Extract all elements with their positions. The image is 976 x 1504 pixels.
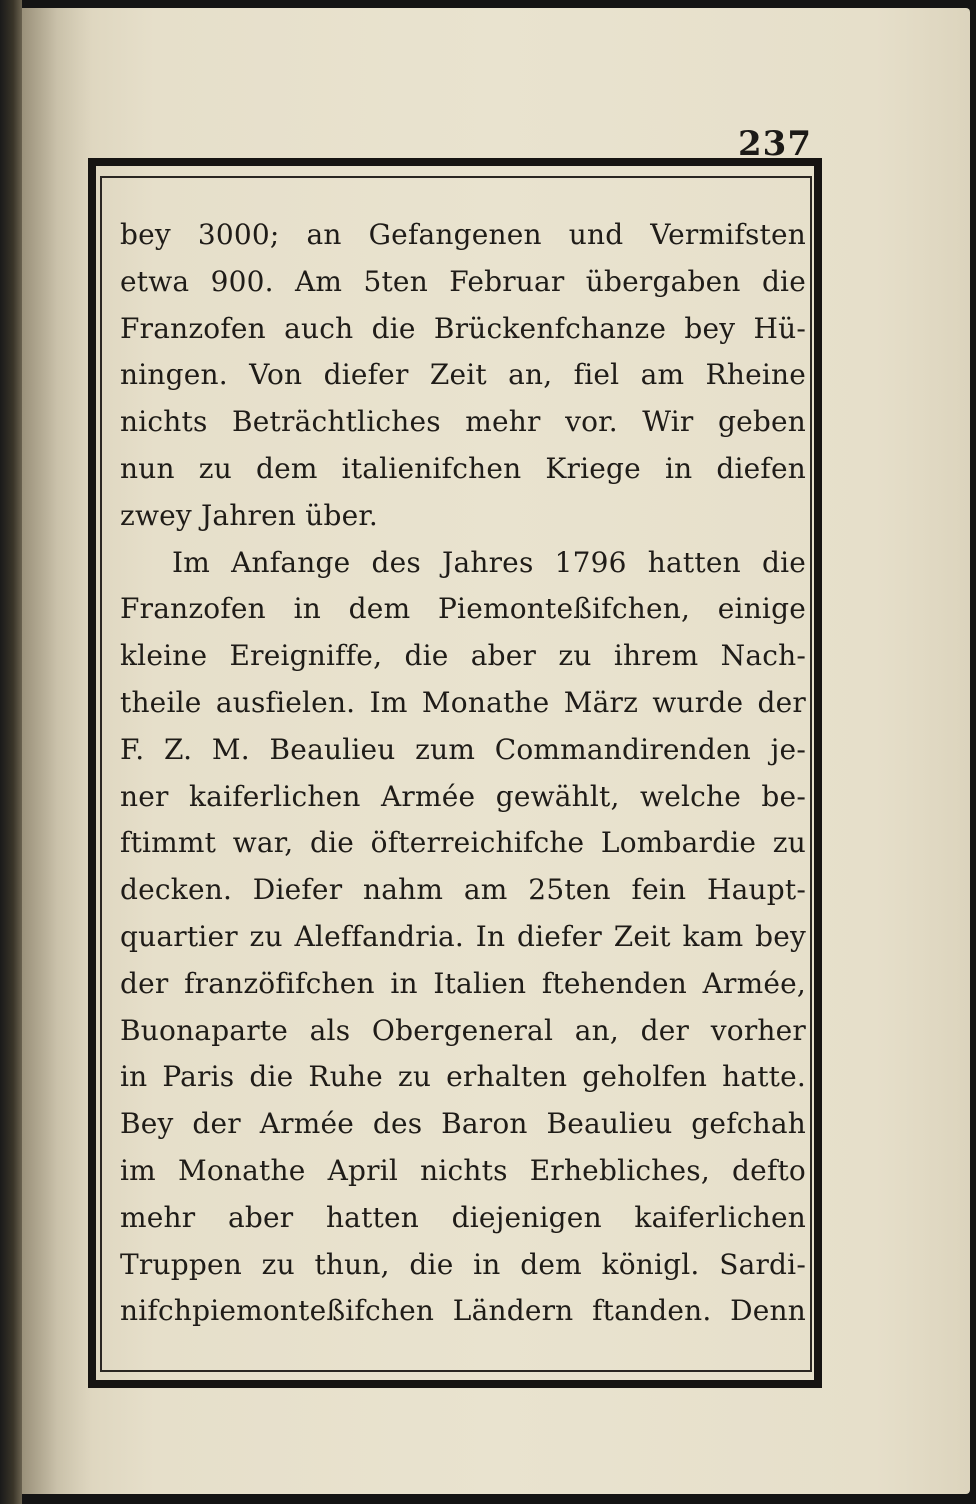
text-line: decken. Diefer nahm am 25ten fein Haupt-	[120, 873, 806, 907]
text-line: Buonaparte als Obergeneral an, der vorher	[120, 1013, 806, 1047]
text-line: bey 3000; an Gefangenen und Vermifsten	[120, 218, 806, 251]
text-line: Truppen zu thun, die in dem königl. Sardi-	[120, 1247, 806, 1281]
text-line: Franzofen in dem Piemonteßifchen, einige	[120, 592, 806, 626]
gutter-shadow	[22, 8, 92, 1494]
previous-page-edge	[0, 0, 22, 1504]
text-line: ner kaiferlichen Armée gewählt, welche be-	[120, 779, 806, 813]
text-line: Bey der Armée des Baron Beaulieu gefchah	[120, 1107, 806, 1141]
text-line: ningen. Von diefer Zeit an, fiel am Rheine	[120, 358, 806, 392]
text-line: im Monathe April nichts Erhebliches, defto	[120, 1153, 806, 1187]
text-line: nun zu dem italienifchen Kriege in diefen	[120, 451, 806, 485]
text-line: zwey Jahren über.	[120, 498, 378, 532]
text-line: nichts Beträchtliches mehr vor. Wir geben	[120, 405, 806, 439]
body-text	[120, 212, 806, 1335]
text-line: F. Z. M. Beaulieu zum Commandirenden je-	[120, 732, 806, 766]
page-number: 237	[738, 124, 812, 164]
text-line: ftimmt war, die öfterreichifche Lombardie zu	[120, 826, 806, 860]
text-line: der franzöfifchen in Italien ftehenden Armée,	[120, 966, 806, 1000]
text-line: mehr aber hatten diejenigen kaiferlichen	[120, 1200, 806, 1234]
text-line: nifchpiemonteßifchen Ländern ftanden. Denn	[120, 1294, 806, 1328]
text-line: Im Anfange des Jahres 1796 hatten die	[172, 545, 806, 579]
text-line: quartier zu Aleffandria. In diefer Zeit kam bey	[120, 919, 806, 953]
text-line: kleine Ereigniffe, die aber zu ihrem Nach-	[120, 639, 806, 673]
text-line: in Paris die Ruhe zu erhalten geholfen hatte.	[120, 1060, 806, 1094]
text-line: Franzofen auch die Brückenfchanze bey Hü-	[120, 311, 806, 345]
text-line: etwa 900. Am 5ten Februar übergaben die	[120, 264, 806, 298]
text-line: theile ausfielen. Im Monathe März wurde der	[120, 685, 806, 719]
